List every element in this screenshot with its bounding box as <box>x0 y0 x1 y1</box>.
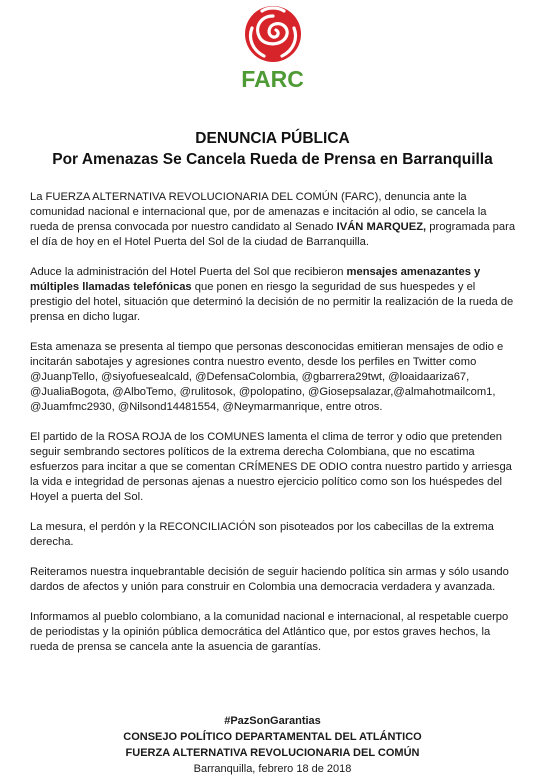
paragraph-2-text-a: Aduce la administración del Hotel Puerta del Sol que recibieron <box>30 266 347 278</box>
place-date: Barranquilla, febrero 18 de 2018 <box>193 763 352 775</box>
farc-logo <box>0 2 545 102</box>
signature-block <box>0 713 545 777</box>
document-body <box>30 190 518 670</box>
document-subtitle: Por Amenazas Se Cancela Rueda de Prensa en Barranquilla <box>52 151 493 168</box>
logo-text: FARC <box>241 66 304 92</box>
paragraph-1-text-b: programada para el día de hoy en el Hotel Puerta del Sol de la ciudad de Barranquilla. <box>30 221 516 248</box>
paragraph-1-bold: IVÁN MARQUEZ, <box>336 221 427 233</box>
paragraph-3: Esta amenaza se presenta al tiempo que personas desconocidas emitieran mensajes de odio e incitarán sabotajes y agresiones contra nuestro evento, desde los perfiles en Twitter como @JuanpTello, @siyofuesealcald, @DefensaColombia, @gbarrera29twt, @loaidaariza67, @JualiaBogota, @AlboTemo, @rulitosok, @polopatino, @Giosepsalazar,@almahotmailcom1, @Juamfmc2930, @Nilsond14481554, @Neymarmanrique, entre otros. <box>30 341 504 413</box>
paragraph-5: La mesura, el perdón y la RECONCILIACIÓN son pisoteados por los cabecillas de la extrema derecha. <box>30 521 494 548</box>
document-title: DENUNCIA PÚBLICA <box>195 130 350 147</box>
paragraph-2-text-b: que ponen en riesgo la seguridad de sus huespedes y el prestigio del hotel, situación que determinó la decisión de no permitir la realización de la rueda de prensa en dicho lugar. <box>30 281 514 323</box>
paragraph-2 <box>30 265 518 325</box>
paragraph-1-text-a: La FUERZA ALTERNATIVA REVOLUCIONARIA DEL COMÚN (FARC), denuncia ante la comunidad nacional e internacional que, por de amenazas e incitación al odio, se cancela la rueda de prensa convocada por nuestro candidato al Senado <box>30 191 487 233</box>
hashtag: #PazSonGarantias <box>224 715 321 727</box>
paragraph-4: El partido de la ROSA ROJA de los COMUNES lamenta el clima de terror y odio que pretenden seguir sembrando sectores políticos de la extrema derecha Colombiana, que no escatima esfuerzos para incitar a que se comentan CRÍMENES DE ODIO contra nuestro partido y arriesga la vida e integridad de personas ajenas a nuestro ejercicio político como son los huéspedes del Hoyel a puerta del Sol. <box>30 431 512 503</box>
paragraph-2-bold: mensajes amenazantes y múltiples llamadas telefónicas <box>30 266 481 293</box>
paragraph-7: Informamos al pueblo colombiano, a la comunidad nacional e internacional, al respetable cuerpo de periodistas y la opinión pública democrática del Atlántico que, por estos graves hechos, la rueda de prensa se cancela ante la asuencia de garantías. <box>30 611 509 653</box>
rose-icon <box>238 2 308 68</box>
paragraph-6: Reiteramos nuestra inquebrantable decisión de seguir haciendo política sin armas y sólo usando dardos de afectos y unión para construir en Colombia una democracia verdadera y avanzada. <box>30 566 509 593</box>
signature-line-2: FUERZA ALTERNATIVA REVOLUCIONARIA DEL COMÚN <box>125 747 420 759</box>
paragraph-1 <box>30 190 518 250</box>
signature-line-1: CONSEJO POLÍTICO DEPARTAMENTAL DEL ATLÁNTICO <box>123 731 422 743</box>
